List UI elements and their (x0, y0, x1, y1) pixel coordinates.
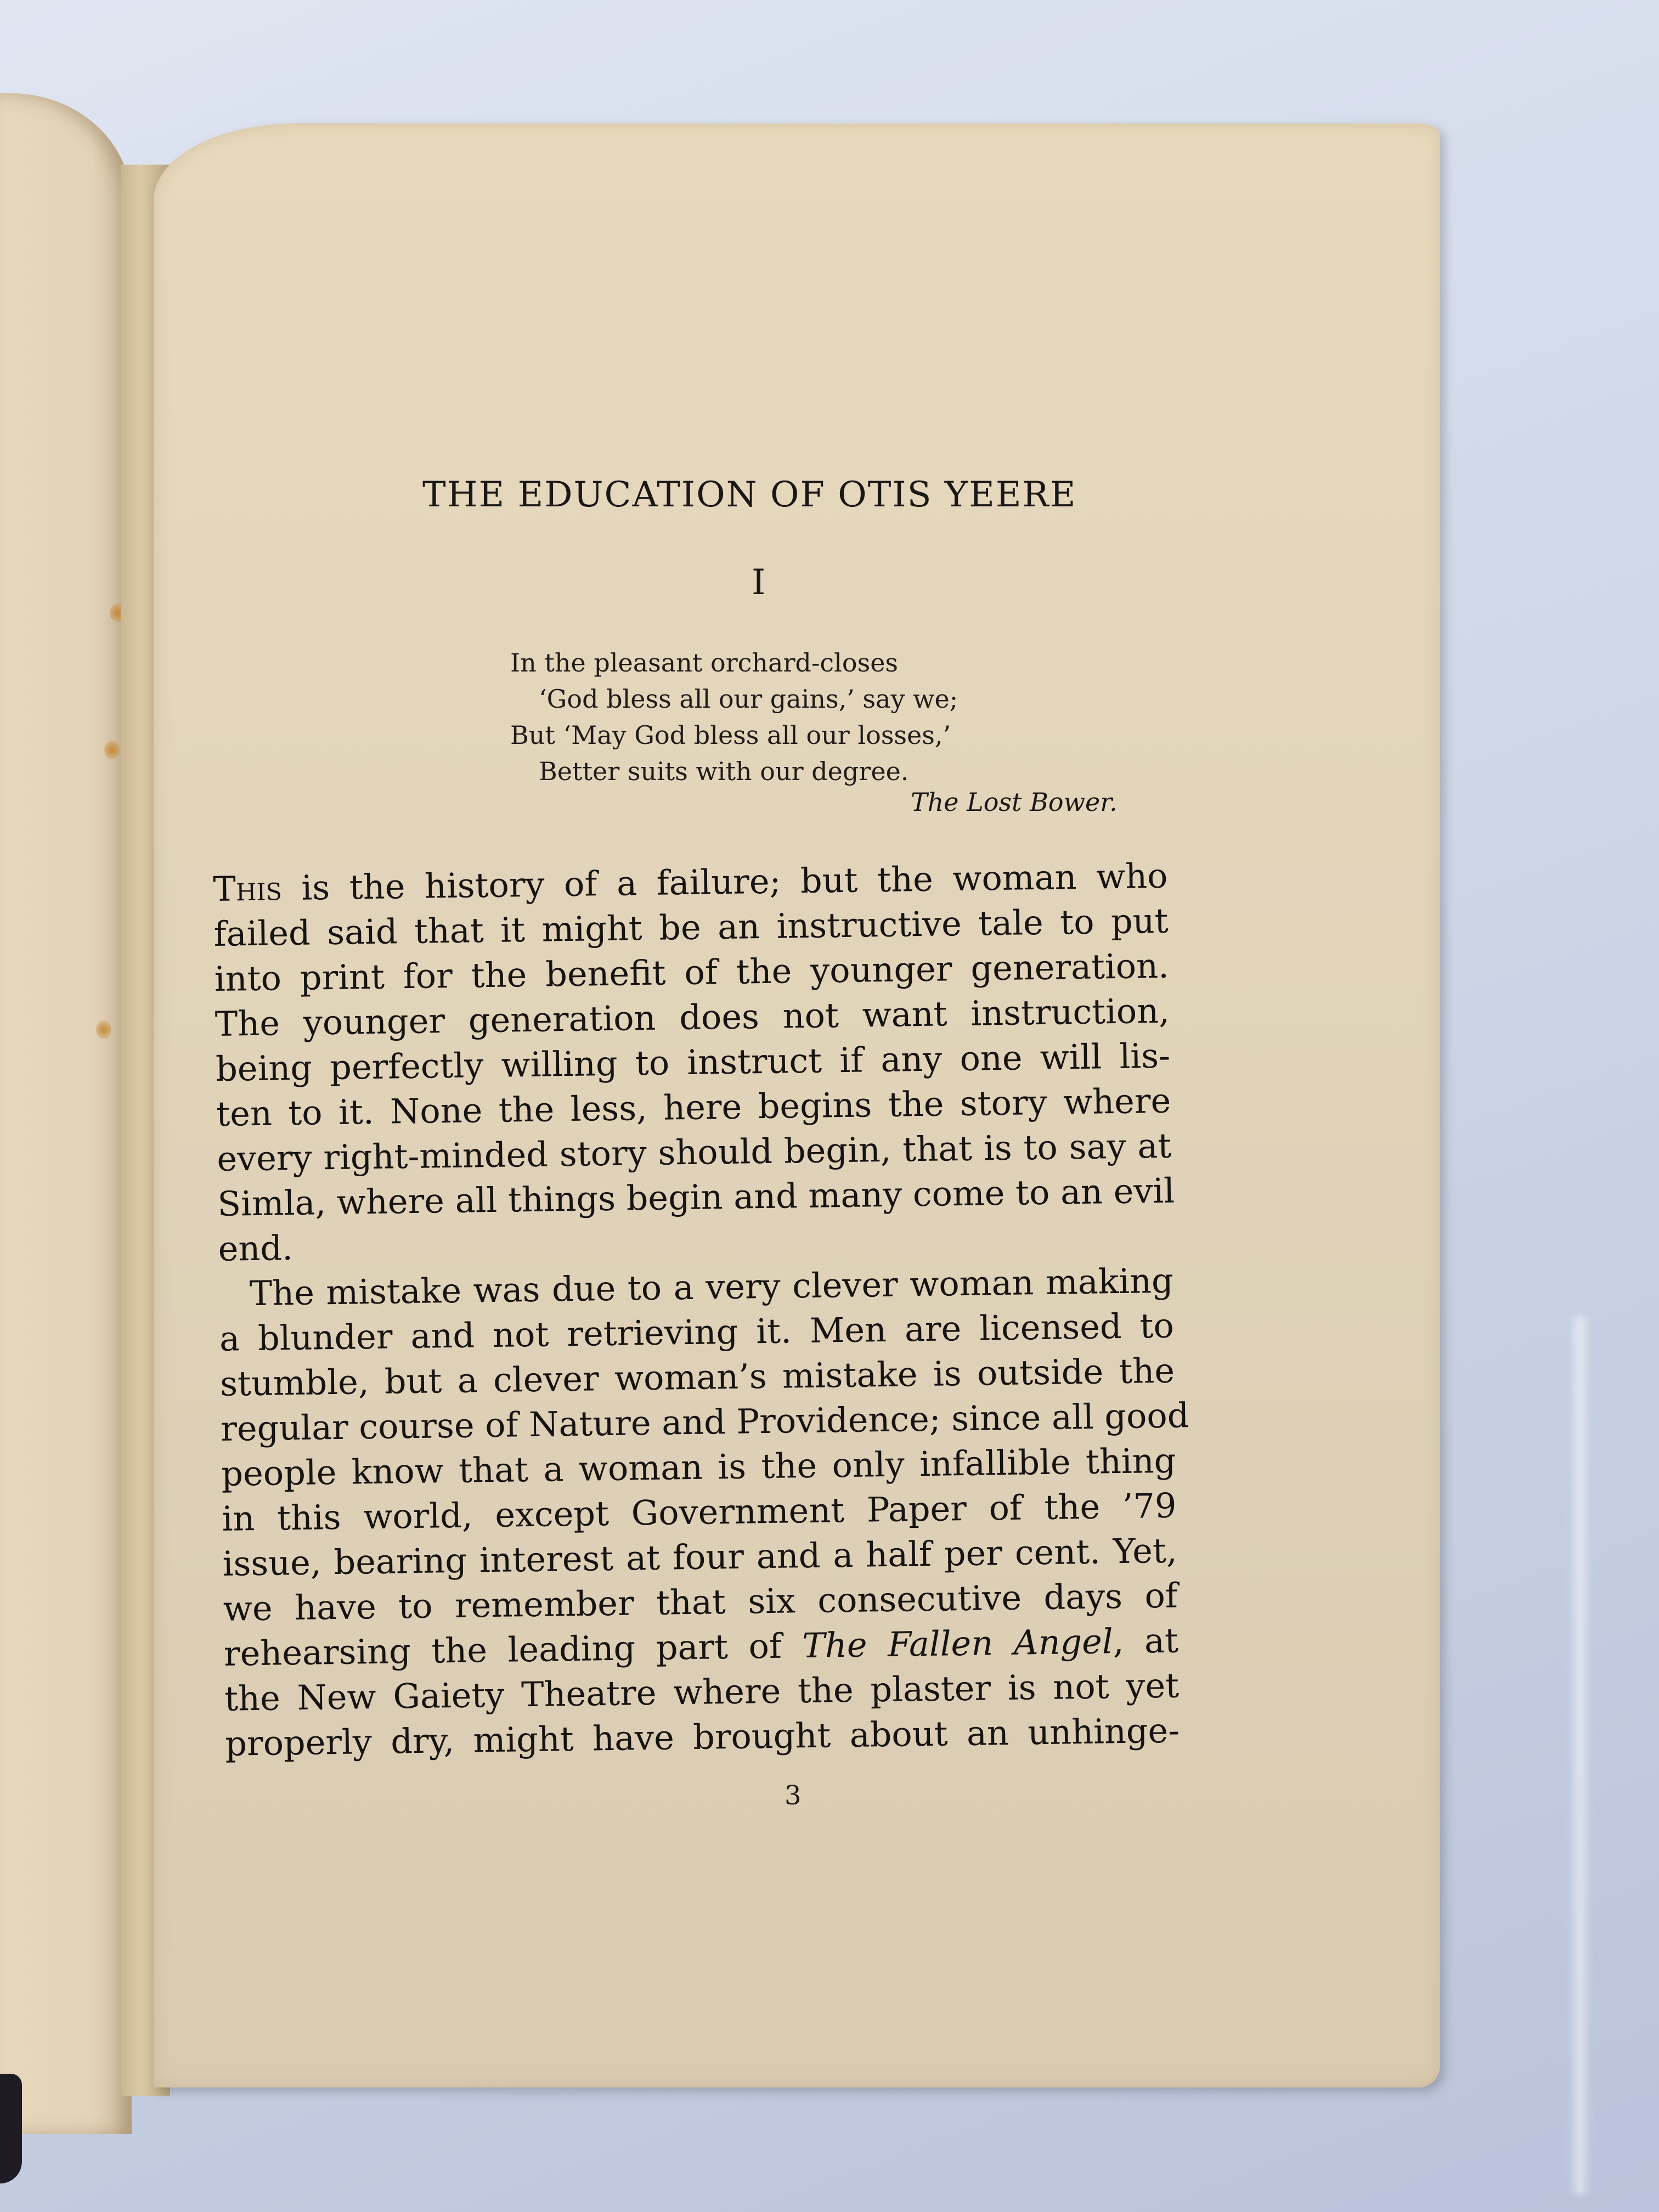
text-line: stumble, but a clever woman’s mistake is outside the (219, 1350, 1175, 1404)
text-line: every right-minded story should begin, that is to say at (216, 1125, 1172, 1179)
text-line: end. (218, 1228, 294, 1269)
text-line: the New Gaiety Theatre where the plaster is not yet (224, 1665, 1180, 1719)
section-number: I (752, 562, 766, 603)
text-fragment: rehearsing the leading part of (223, 1626, 803, 1674)
text-fragment: , at (1113, 1620, 1179, 1662)
epigraph-source: The Lost Bower. (911, 787, 1118, 817)
body-text (213, 854, 1189, 1767)
text-line: failed said that it might be an instructive tale to put (213, 900, 1169, 954)
epigraph-line: ‘God bless all our gains,’ say we; (539, 684, 958, 714)
epigraph-line: In the pleasant orchard-closes (510, 648, 899, 678)
text-line: properly dry, might have brought about an unhinge- (224, 1710, 1180, 1764)
paragraph-2 (218, 1259, 1189, 1767)
text-line: regular course of Nature and Providence; since all good (220, 1395, 1189, 1449)
text-line: people know that a woman is the only infallible thing (221, 1440, 1176, 1494)
text-line: being perfectly willing to instruct if any one will lis- (215, 1035, 1171, 1089)
epigraph-line: But ‘May God bless all our losses,’ (510, 720, 951, 750)
text-line: we have to remember that six consecutive days of (223, 1575, 1178, 1629)
story-title: THE EDUCATION OF OTIS YEERE (422, 475, 1077, 515)
text-line: The mistake was due to a very clever woman making (249, 1260, 1174, 1314)
text-line: into print for the benefit of the younger generation. (214, 945, 1170, 999)
text-line: The younger generation does not want instruction, (215, 990, 1170, 1044)
text-line: ten to it. None the less, here begins the story where (216, 1080, 1171, 1134)
page-content (214, 123, 1440, 2087)
foxing-stain (104, 741, 120, 759)
epigraph (510, 645, 958, 789)
facing-left-page (0, 93, 132, 2134)
play-title-italic: The Fallen Angel (802, 1621, 1114, 1666)
text-line: issue, bearing interest at four and a half per cent. Yet, (222, 1530, 1178, 1584)
table-surface-reflection (1569, 1317, 1591, 2194)
text-fragment: is the history of a failure; but the woman who (281, 855, 1168, 909)
page-number: 3 (785, 1780, 802, 1811)
paragraph-1 (213, 854, 1173, 1272)
epigraph-line: Better suits with our degree. (539, 757, 909, 786)
text-line: a blunder and not retrieving it. Men are licensed to (219, 1305, 1175, 1359)
opening-smallcaps-word: This (213, 868, 283, 909)
text-line: Simla, where all things begin and many come to an evil (217, 1170, 1175, 1224)
book-cover-edge (0, 2074, 22, 2183)
book-page (154, 123, 1440, 2087)
text-line: in this world, except Government Paper of the ’79 (222, 1485, 1177, 1539)
foxing-stain (96, 1020, 111, 1039)
